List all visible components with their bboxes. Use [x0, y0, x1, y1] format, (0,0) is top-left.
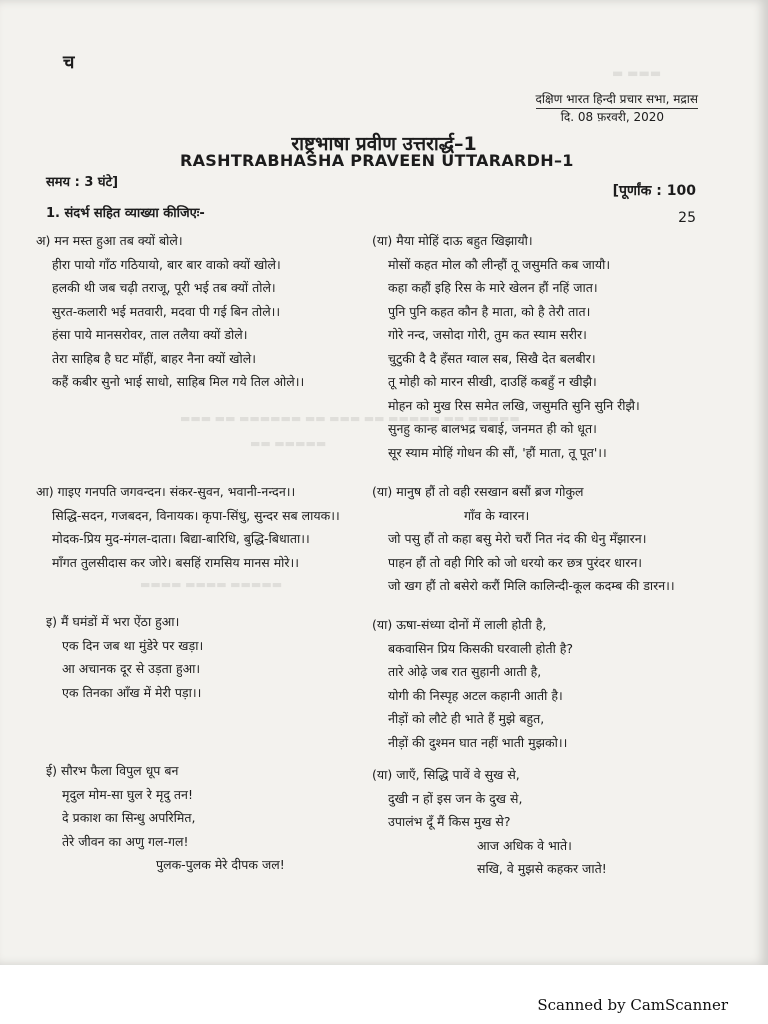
- question-1-instruction: 1. संदर्भ सहित व्याख्या कीजिएः-: [46, 206, 205, 221]
- verse-line: सिद्धि-सदन, गजबदन, विनायक। कृपा-सिंधु, सुन्दर सब लायक।।: [52, 507, 340, 523]
- verse-line: कहा कहौं इहि रिस के मारे खेलन हौं नहिं जात।: [388, 280, 598, 295]
- bleed-through-text: ▬ ▬▬▬: [612, 66, 662, 80]
- verse-line: सौरभ फैला विपुल धूप बन: [61, 763, 179, 778]
- verse-line: पुलक-पुलक मेरे दीपक जल!: [156, 857, 285, 872]
- passage-i-right: [372, 613, 573, 754]
- verse-line: जो खग हौं तो बसेरो करौं मिलि कालिन्दी-कूल कदम्ब की डारन।।: [388, 578, 675, 593]
- verse-line: दुखी न हों इस जन के दुख से,: [388, 790, 523, 806]
- section-label: (या): [372, 233, 393, 248]
- verse-line: मैं घमंडों में भरा ऐंठा हुआ।: [61, 614, 180, 629]
- bleed-through-text: ▬▬ ▬▬▬▬▬: [250, 437, 327, 450]
- verse-line: आ अचानक दूर से उड़ता हुआ।: [62, 661, 201, 676]
- passage-i-left: [46, 610, 203, 704]
- bleed-through-text: ▬▬▬▬ ▬▬▬▬ ▬▬▬▬▬: [140, 578, 283, 591]
- verse-line: चुटुकी दै दै हँसत ग्वाल सब, सिखै देत बलबीर।: [388, 350, 596, 366]
- verse-line: गाँव के ग्वारन।: [464, 507, 530, 523]
- verse-line: एक दिन जब था मुंडेरे पर खड़ा।: [62, 637, 204, 653]
- verse-line: पुनि पुनि कहत कौन है माता, को है तेरौ तात।: [388, 303, 591, 319]
- passage-a-right: [372, 229, 640, 464]
- verse-line: सुरत-कलारी भई मतवारी, मदवा पी गई बिन तोले।।: [52, 303, 281, 319]
- section-label: (या): [372, 484, 393, 499]
- full-marks: [पूर्णांक : 100: [612, 183, 696, 199]
- section-label: आ): [36, 484, 54, 499]
- verse-line: सुनहु कान्ह बालभद्र चबाई, जनमत ही को धूत।: [388, 421, 597, 436]
- scanner-watermark: Scanned by CamScanner: [537, 996, 728, 1014]
- verse-line: हलकी थी जब चढ़ी तराजू, पूरी भई तब क्यों तोले।: [52, 280, 276, 295]
- verse-line: दे प्रकाश का सिन्धु अपरिमित,: [62, 810, 196, 825]
- passage-aa-left: [36, 480, 340, 574]
- bleed-through-text: ▬▬▬ ▬▬ ▬▬▬▬▬▬ ▬▬ ▬▬▬ ▬▬ ▬▬▬▬▬ ▬▬ ▬▬▬▬▬: [180, 412, 520, 425]
- verse-line: कहैं कबीर सुनो भाई साधो, साहिब मिल गये तिल ओले।।: [52, 374, 305, 389]
- verse-line: तेरे जीवन का अणु गल-गल!: [62, 833, 189, 849]
- verse-line: सूर स्याम मोहिं गोधन की सौं, 'हौं माता, तू पूत'।।: [388, 444, 607, 460]
- exam-date: दि. 08 फ़रवरी, 2020: [560, 110, 664, 124]
- verse-line: पाहन हौं तो वही गिरि को जो धरयो कर छत्र पुरंदर धारन।: [388, 554, 642, 570]
- question-1-marks: 25: [678, 210, 696, 226]
- passage-ii-left: [46, 759, 285, 877]
- verse-line: बकवासिन प्रिय किसकी घरवाली होती है?: [388, 640, 574, 656]
- verse-line: गाइए गनपति जगवन्दन। संकर-सुवन, भवानी-नन्दन।।: [57, 484, 296, 499]
- passage-a-left: [36, 229, 304, 394]
- verse-line: तू मोही को मारन सीखी, दाउहिं कबहुँ न खीझै।: [388, 374, 597, 389]
- verse-line: मन मस्त हुआ तब क्यों बोले।: [54, 233, 183, 248]
- verse-line: जो पसु हौं तो कहा बसु मेरो चरौं नित नंद की धेनु मँझारन।: [388, 531, 647, 546]
- verse-line: मोसों कहत मोल कौ लीन्हौं तू जसुमति कब जायौ।: [388, 256, 611, 272]
- passage-aa-right: [372, 480, 675, 598]
- section-label: (या): [372, 767, 393, 782]
- verse-line: तेरा साहिब है घट माँहीं, बाहर नैना क्यों खोले।: [52, 350, 256, 366]
- verse-line: माँगत तुलसीदास कर जोरे। बसहिं रामसिय मानस मोरे।।: [52, 554, 300, 570]
- passage-ii-right: [372, 763, 607, 881]
- verse-line: आज अधिक वे भाते।: [477, 837, 572, 853]
- verse-line: जाएँ, सिद्धि पावें वे सुख से,: [396, 767, 520, 782]
- verse-line: मानुष हौं तो वही रसखान बसौं ब्रज गोकुल: [396, 484, 584, 499]
- verse-line: मैया मोहिं दाऊ बहुत खिझायौ।: [396, 233, 533, 248]
- section-label: इ): [46, 614, 58, 629]
- paper-title-english: RASHTRABHASHA PRAVEEN UTTARARDH–1: [180, 151, 574, 170]
- verse-line: गोरे नन्द, जसोदा गोरी, तुम कत स्याम सरीर।: [388, 327, 587, 342]
- verse-line: एक तिनका आँख में मेरी पड़ा।।: [62, 684, 202, 700]
- corner-mark: च: [63, 52, 75, 73]
- verse-line: सखि, वे मुझसे कहकर जाते!: [477, 861, 607, 876]
- verse-line: नीड़ों को लौटे ही भाते हैं मुझे बहुत,: [388, 711, 545, 726]
- verse-line: उपालंभ दूँ मैं किस मुख से?: [388, 814, 511, 829]
- section-label: अ): [36, 233, 51, 248]
- verse-line: नीड़ों की दुश्मन घात नहीं भाती मुझको।।: [388, 734, 568, 750]
- verse-line: मोदक-प्रिय मुद-मंगल-दाता। बिद्या-बारिधि, बुद्धि-बिधाता।।: [52, 531, 310, 546]
- verse-line: मोहन को मुख रिस समेत लखि, जसुमति सुनि सुनि रीझै।: [388, 397, 640, 413]
- organization-name: दक्षिण भारत हिन्दी प्रचार सभा, मद्रास: [536, 90, 699, 109]
- verse-line: योगी की निस्पृह अटल कहानी आती है।: [388, 687, 563, 703]
- verse-line: ऊषा-संध्या दोनों में लाली होती है,: [396, 617, 547, 632]
- section-label: ई): [46, 763, 58, 778]
- verse-line: मृदुल मोम-सा घुल रे मृदु तन!: [62, 786, 194, 802]
- verse-line: हीरा पायो गाँठ गठियायो, बार बार वाको क्यों खोले।: [52, 256, 281, 272]
- section-label: (या): [372, 617, 393, 632]
- paper-title-hindi: राष्ट्रभाषा प्रवीण उत्तरार्द्ध–1: [291, 133, 477, 155]
- verse-line: हंसा पाये मानसरोवर, ताल तलैया क्यों डोले।: [52, 327, 248, 342]
- verse-line: तारे ओढ़े जब रात सुहानी आती है,: [388, 664, 542, 679]
- exam-duration: समय : 3 घंटे]: [46, 175, 119, 190]
